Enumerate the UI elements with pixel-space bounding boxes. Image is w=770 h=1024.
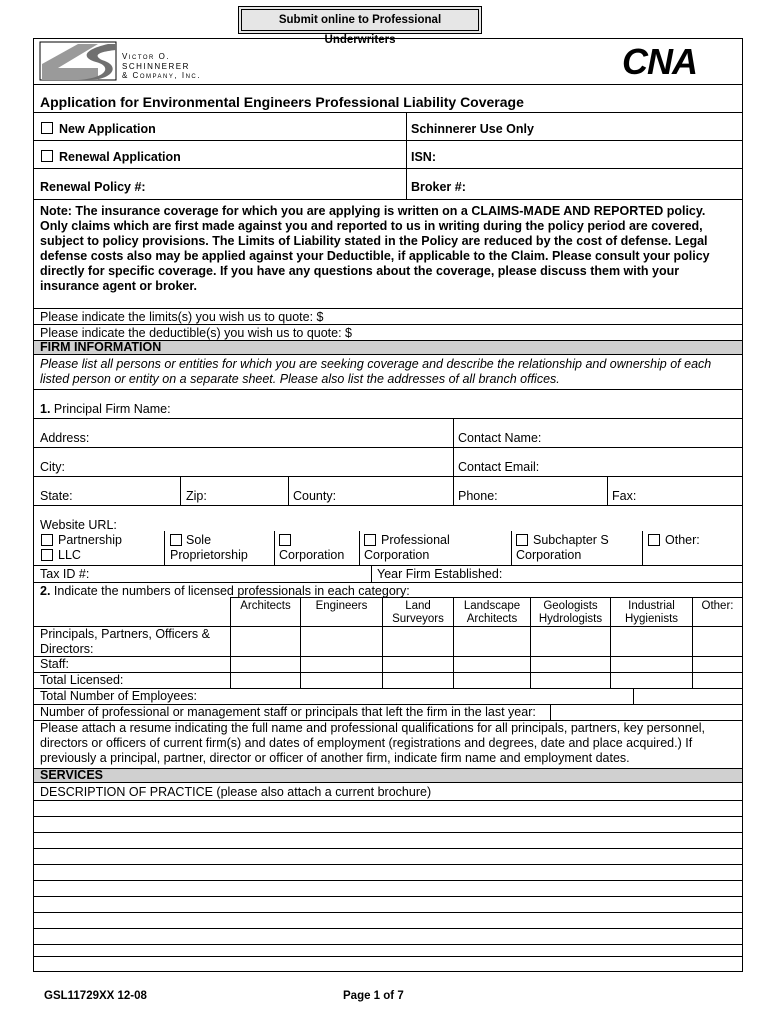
county-label: County: [293, 489, 337, 503]
llc-checkbox[interactable] [41, 549, 53, 561]
tax-id-field[interactable] [100, 566, 368, 581]
company-name-line1: Victor O. [122, 52, 171, 61]
tax-id-label: Tax ID #: [40, 567, 90, 581]
total-employees-field[interactable] [635, 689, 741, 703]
city-field[interactable] [75, 449, 450, 475]
renewal-policy-field[interactable] [160, 172, 400, 198]
col-land-surveyors-1: Land [405, 600, 431, 612]
firm-information-title: FIRM INFORMATION [40, 340, 162, 354]
col-land-surveyors-2: Surveyors [392, 613, 444, 625]
new-application-label: New Application [59, 122, 156, 136]
broker-label: Broker #: [411, 180, 466, 194]
contact-name-label: Contact Name: [458, 431, 542, 445]
sole-label: Sole [186, 533, 212, 547]
renewal-application-checkbox[interactable] [41, 150, 53, 162]
schinnerer-logo-mark [38, 40, 118, 82]
subchapter-s-checkbox[interactable] [516, 534, 528, 546]
page-number: Page 1 of 7 [343, 990, 404, 1002]
contact-email-label: Contact Email: [458, 460, 540, 474]
principal-firm-field[interactable] [175, 392, 735, 416]
state-label: State: [40, 489, 73, 503]
deductible-field[interactable] [360, 325, 740, 340]
company-name-line2: SCHINNERER [122, 62, 190, 71]
col-geologists-1: Geologists [543, 600, 598, 612]
claims-made-note: Note: The insurance coverage for which you are applying is written on a CLAIMS-MADE AND REPORTED policy. Only claims which are first made against you and reported to us in writing during the policy period are covered, subject to policy provisions. The Limits of Liability stated in the Policy are reduced by the cost of defense. Legal defense costs also may be applied against your Deductible, if applicable to the Claim. Please consult your policy directly for specific coverage. If you have any questions about the coverage, please discuss them with your insurance agent or broker. [40, 204, 710, 293]
row-principals-label: Principals, Partners, Officers & Directors: [40, 627, 210, 656]
page-title: Application for Environmental Engineers Professional Liability Coverage [40, 94, 524, 110]
llc-label: LLC [58, 548, 81, 562]
col-other: Other: [701, 600, 734, 612]
proprietorship-label: Proprietorship [170, 548, 248, 562]
limits-label: Please indicate the limits(s) you wish us to quote: $ [40, 310, 324, 324]
year-established-label: Year Firm Established: [377, 567, 503, 581]
corporation-checkbox[interactable] [279, 534, 291, 546]
divider [34, 84, 742, 85]
other-entity-label: Other: [665, 533, 700, 547]
col-landscape-architects-2: Architects [466, 613, 518, 625]
description-of-practice-label: DESCRIPTION OF PRACTICE (please also attach a current brochure) [40, 785, 432, 799]
col-engineers: Engineers [315, 600, 368, 612]
year-established-field[interactable] [510, 566, 738, 581]
fax-label: Fax: [612, 489, 637, 503]
contact-email-field[interactable] [548, 449, 738, 475]
schinnerer-use-only-label: Schinnerer Use Only [411, 122, 534, 136]
address-label: Address: [40, 431, 90, 445]
zip-label: Zip: [186, 489, 207, 503]
phone-label: Phone: [458, 489, 498, 503]
professionals-question: 2. Indicate the numbers of licensed professionals in each category: [40, 584, 410, 598]
isn-label: ISN: [411, 150, 436, 164]
corporation-label: Corporation [279, 548, 345, 562]
sole-proprietorship-checkbox[interactable] [170, 534, 182, 546]
other-entity-checkbox[interactable] [648, 534, 660, 546]
deductible-label: Please indicate the deductible(s) you wish us to quote: $ [40, 326, 352, 340]
new-application-checkbox[interactable] [41, 122, 53, 134]
professional-corporation-label: Corporation [364, 548, 430, 562]
form-code: GSL11729XX 12-08 [44, 990, 147, 1002]
services-title: SERVICES [40, 768, 103, 782]
col-industrial-1: Industrial [628, 600, 675, 612]
resume-note: Please attach a resume indicating the full name and professional qualifications for all principals, partners, key personnel, directors or officers of current firm(s) and dates of employment (registrations and degrees, date and place acquired.) If previously a principal, partner, director or officer of another firm, indicate firm name and employment dates. [40, 721, 705, 765]
partnership-label: Partnership [58, 533, 122, 547]
city-label: City: [40, 460, 65, 474]
services-header [34, 768, 742, 783]
firm-instructions: Please list all persons or entities for which you are seeking coverage and describe the relationship and ownership of each listed person or entity on a separate sheet. Please also list the addresses of all branch offices. [40, 357, 712, 386]
row-total-licensed-label: Total Licensed: [40, 673, 124, 687]
left-firm-field[interactable] [552, 705, 741, 719]
contact-name-field[interactable] [548, 420, 738, 446]
website-label: Website URL: [40, 518, 117, 532]
principal-firm-label: 1. Principal Firm Name: [40, 402, 171, 416]
limits-field[interactable] [360, 309, 740, 324]
website-field[interactable] [125, 508, 735, 530]
address-field[interactable] [95, 420, 450, 446]
professional-label: Professional [381, 533, 450, 547]
col-landscape-architects-1: Landscape [463, 600, 521, 612]
total-employees-label: Total Number of Employees: [40, 689, 198, 703]
subchapter-s-corporation-label: Corporation [516, 548, 582, 562]
partnership-checkbox[interactable] [41, 534, 53, 546]
col-geologists-2: Hydrologists [538, 613, 603, 625]
col-industrial-2: Hygienists [624, 613, 679, 625]
left-firm-label: Number of professional or management staff or principals that left the firm in the last year: [40, 705, 536, 719]
row-staff-label: Staff: [40, 657, 69, 671]
description-of-practice-field[interactable] [36, 802, 740, 970]
subchapter-s-label: Subchapter S [533, 533, 609, 547]
submit-online-label: Submit online to Professional Underwriters [241, 9, 479, 31]
submit-online-button[interactable] [238, 6, 482, 46]
professional-corporation-checkbox[interactable] [364, 534, 376, 546]
col-architects: Architects [240, 600, 291, 612]
cna-logo: CNA [622, 41, 697, 82]
company-name-line3: & Company, Inc. [122, 71, 201, 80]
broker-field[interactable] [480, 172, 735, 198]
renewal-policy-label: Renewal Policy #: [40, 180, 146, 194]
renewal-application-label: Renewal Application [59, 150, 181, 164]
